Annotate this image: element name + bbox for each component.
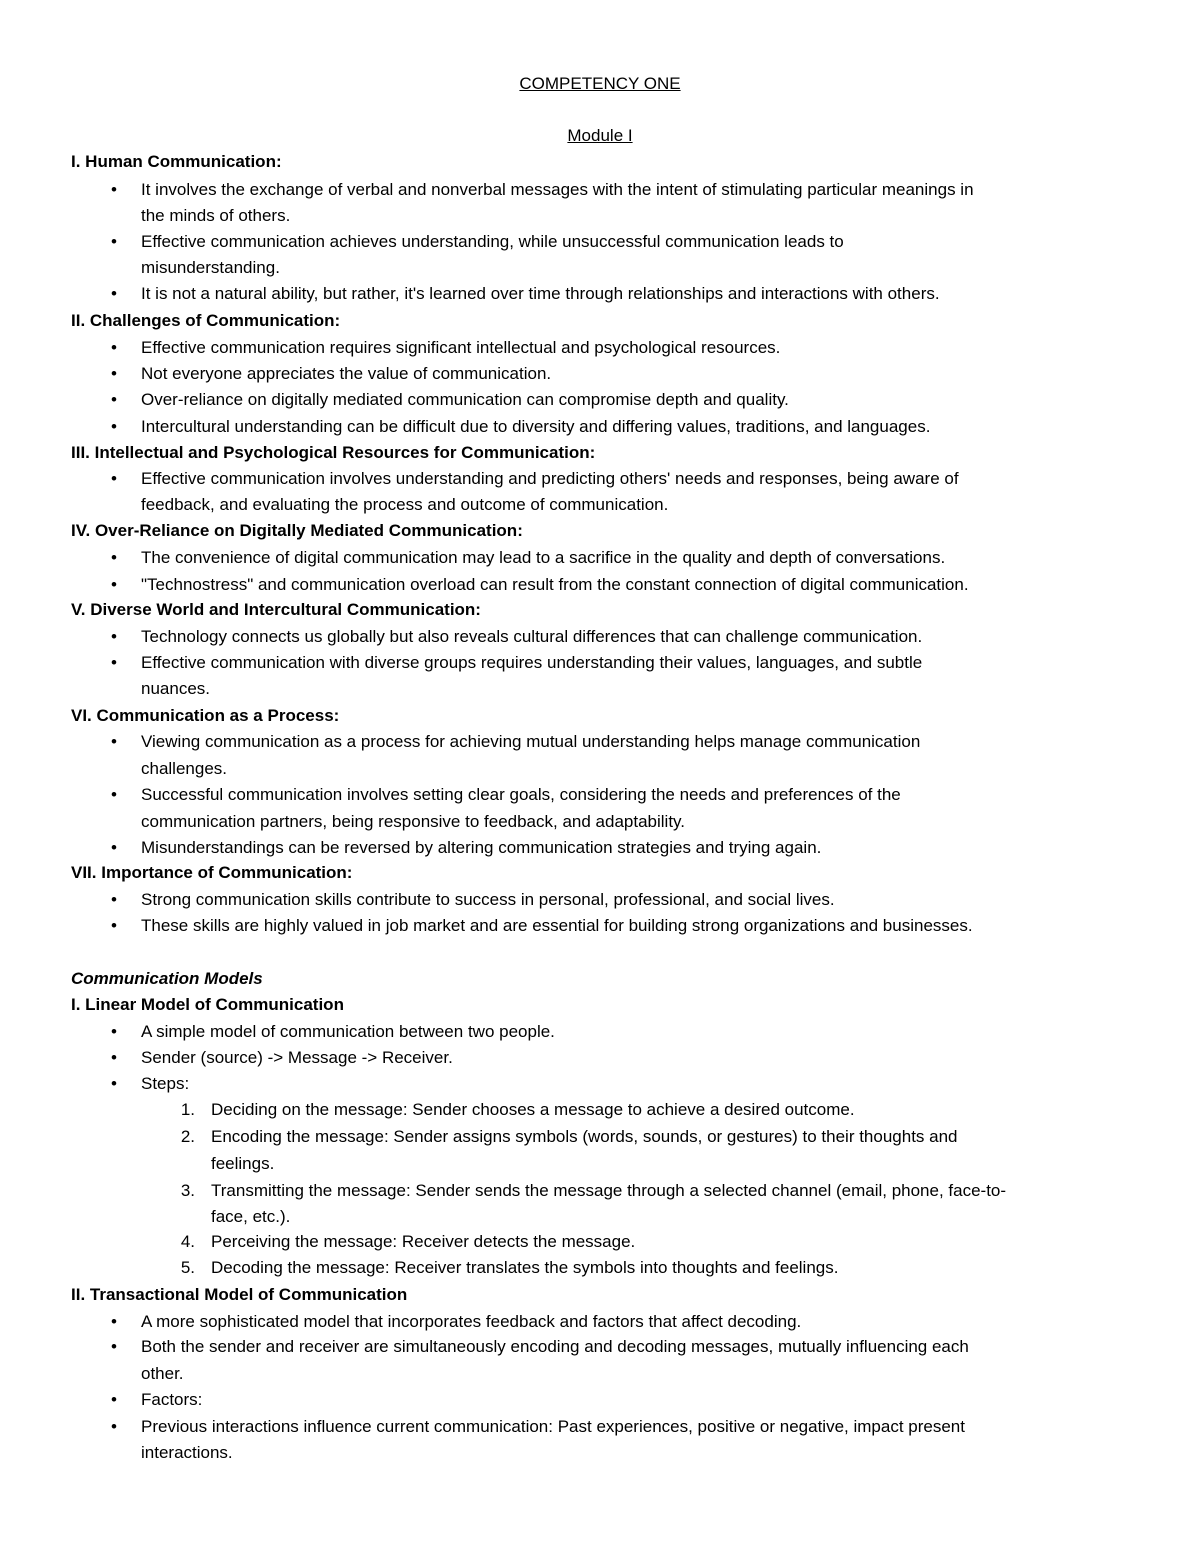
bullet-icon: •: [111, 284, 117, 303]
section-heading-importance: VII. Importance of Communication:: [71, 863, 353, 882]
bullet-icon: •: [111, 732, 117, 751]
bullet-text: Both the sender and receiver are simultaneously encoding and decoding messages, mutually influencing each: [141, 1337, 969, 1356]
bullet-text: It involves the exchange of verbal and nonverbal messages with the intent of stimulating particular meanings in: [141, 180, 974, 199]
step-text: Encoding the message: Sender assigns symbols (words, sounds, or gestures) to their thoughts and: [211, 1127, 958, 1146]
bullet-text-cont: interactions.: [141, 1443, 233, 1462]
step-text-cont: face, etc.).: [211, 1207, 291, 1226]
bullet-text-cont: communication partners, being responsive to feedback, and adaptability.: [141, 812, 686, 831]
bullet-icon: •: [111, 338, 117, 357]
step-text: Perceiving the message: Receiver detects the message.: [211, 1232, 636, 1251]
bullet-icon: •: [111, 1022, 117, 1041]
bullet-text-cont: challenges.: [141, 759, 228, 778]
bullet-icon: •: [111, 1074, 117, 1093]
bullet-text: It is not a natural ability, but rather, it's learned over time through relationships and interactions with others.: [141, 284, 940, 303]
step-number: 2.: [180, 1127, 195, 1146]
bullet-icon: •: [111, 575, 117, 594]
bullet-icon: •: [111, 1390, 117, 1409]
bullet-text: A simple model of communication between two people.: [141, 1022, 555, 1041]
models-title: Communication Models: [71, 969, 263, 988]
bullet-text-cont: nuances.: [141, 679, 210, 698]
bullet-text: These skills are highly valued in job market and are essential for building strong organizations and businesses.: [141, 916, 973, 935]
step-number: 5.: [180, 1258, 195, 1277]
section-heading-challenges: II. Challenges of Communication:: [71, 311, 341, 330]
bullet-text-cont: the minds of others.: [141, 206, 291, 225]
section-heading-transactional-model: II. Transactional Model of Communication: [71, 1285, 408, 1304]
bullet-icon: •: [111, 1417, 117, 1436]
bullet-text: Effective communication requires significant intellectual and psychological resources.: [141, 338, 781, 357]
step-text: Decoding the message: Receiver translates the symbols into thoughts and feelings.: [211, 1258, 839, 1277]
bullet-text: Sender (source) -> Message -> Receiver.: [141, 1048, 453, 1067]
bullet-text-cont: other.: [141, 1364, 184, 1383]
section-heading-linear-model: I. Linear Model of Communication: [71, 995, 344, 1014]
section-heading-over-reliance: IV. Over-Reliance on Digitally Mediated Communication:: [71, 521, 523, 540]
bullet-icon: •: [111, 364, 117, 383]
bullet-text: Steps:: [141, 1074, 190, 1093]
module-title: Module I: [567, 126, 633, 145]
bullet-text: The convenience of digital communication may lead to a sacrifice in the quality and depth of conversations.: [141, 548, 946, 567]
bullet-text: Technology connects us globally but also reveals cultural differences that can challenge communication.: [141, 627, 923, 646]
bullet-icon: •: [111, 180, 117, 199]
document-title: COMPETENCY ONE: [519, 74, 681, 93]
bullet-icon: •: [111, 390, 117, 409]
bullet-icon: •: [111, 653, 117, 672]
bullet-text: Effective communication with diverse groups requires understanding their values, languages, and subtle: [141, 653, 923, 672]
section-heading-intellectual-resources: III. Intellectual and Psychological Resources for Communication:: [71, 443, 596, 462]
section-heading-diverse-world: V. Diverse World and Intercultural Communication:: [71, 600, 481, 619]
bullet-text: A more sophisticated model that incorporates feedback and factors that affect decoding.: [141, 1312, 802, 1331]
bullet-text: Not everyone appreciates the value of communication.: [141, 364, 552, 383]
step-number: 1.: [180, 1100, 195, 1119]
bullet-icon: •: [111, 627, 117, 646]
section-heading-human-communication: I. Human Communication:: [71, 152, 282, 171]
bullet-icon: •: [111, 1312, 117, 1331]
bullet-icon: •: [111, 232, 117, 251]
bullet-icon: •: [111, 417, 117, 436]
bullet-text: Strong communication skills contribute to success in personal, professional, and social lives.: [141, 890, 835, 909]
bullet-icon: •: [111, 469, 117, 488]
bullet-text: Over-reliance on digitally mediated communication can compromise depth and quality.: [141, 390, 789, 409]
bullet-icon: •: [111, 838, 117, 857]
bullet-text: "Technostress" and communication overload can result from the constant connection of digital communication.: [141, 575, 969, 594]
bullet-text: Intercultural understanding can be difficult due to diversity and differing values, traditions, and languages.: [141, 417, 931, 436]
bullet-text: Factors:: [141, 1390, 203, 1409]
step-text-cont: feelings.: [211, 1154, 275, 1173]
bullet-text: Effective communication involves understanding and predicting others' needs and responses, being aware of: [141, 469, 959, 488]
bullet-text: Previous interactions influence current communication: Past experiences, positive or negative, impact present: [141, 1417, 965, 1436]
bullet-icon: •: [111, 1337, 117, 1356]
bullet-icon: •: [111, 548, 117, 567]
bullet-icon: •: [111, 1048, 117, 1067]
bullet-text: Effective communication achieves understanding, while unsuccessful communication leads to: [141, 232, 844, 251]
bullet-icon: •: [111, 890, 117, 909]
step-number: 4.: [180, 1232, 195, 1251]
step-text: Transmitting the message: Sender sends the message through a selected channel (email, phone, face-to-: [211, 1181, 1007, 1200]
bullet-text-cont: misunderstanding.: [141, 258, 280, 277]
bullet-text: Successful communication involves setting clear goals, considering the needs and preferences of the: [141, 785, 901, 804]
bullet-text: Misunderstandings can be reversed by altering communication strategies and trying again.: [141, 838, 822, 857]
bullet-icon: •: [111, 916, 117, 935]
bullet-text-cont: feedback, and evaluating the process and outcome of communication.: [141, 495, 669, 514]
section-heading-communication-process: VI. Communication as a Process:: [71, 706, 340, 725]
bullet-text: Viewing communication as a process for achieving mutual understanding helps manage communication: [141, 732, 921, 751]
bullet-icon: •: [111, 785, 117, 804]
step-number: 3.: [180, 1181, 195, 1200]
step-text: Deciding on the message: Sender chooses a message to achieve a desired outcome.: [211, 1100, 855, 1119]
